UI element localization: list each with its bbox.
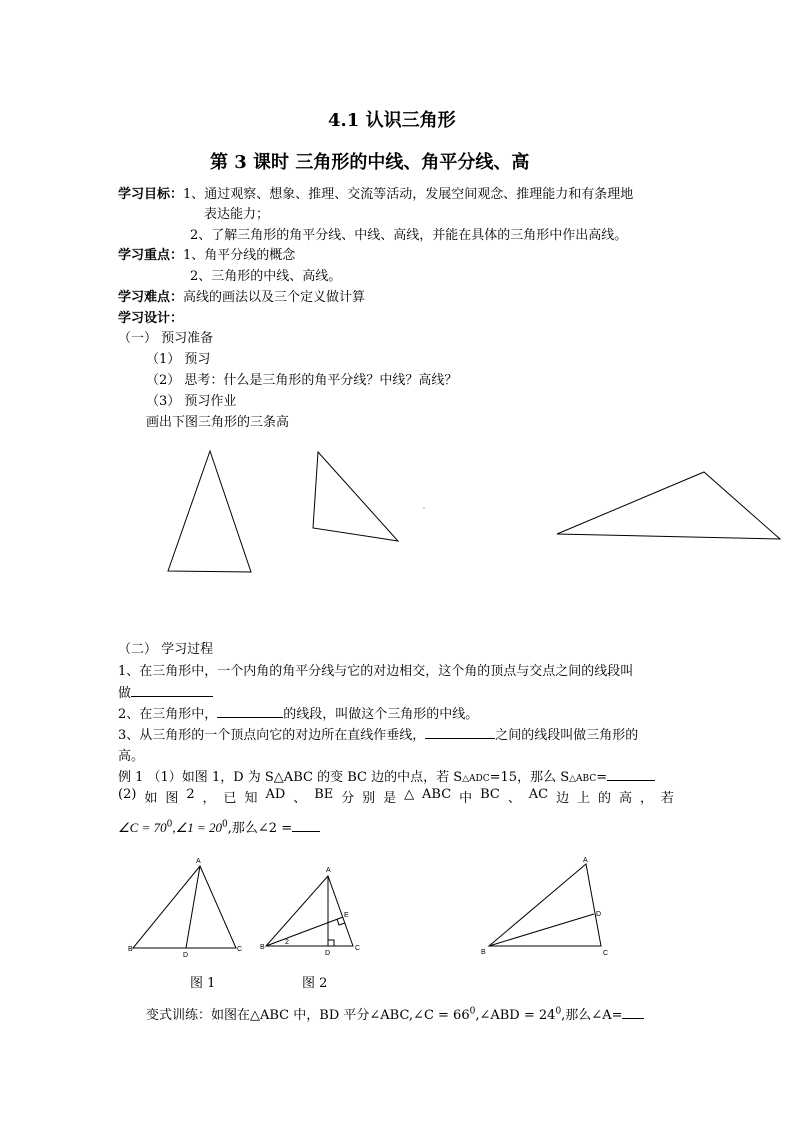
question1-line2: 做 (118, 682, 213, 701)
fig1-label-b: B (128, 946, 133, 953)
section1-heading: （一） 预习准备 (118, 331, 214, 346)
fig1-label-c: C (237, 946, 243, 953)
fig3-label-c: C (603, 950, 609, 957)
question3-line1: 3、从三角形的一个顶点向它的对边所在直线作垂线， 之间的线段叫做三角形的 (118, 728, 639, 743)
fig1-label-a: A (196, 858, 201, 865)
difficulty-text: 高线的画法以及三个定义做计算 (183, 290, 366, 305)
key-points-label: 学习重点： (118, 248, 184, 263)
question1-line1: 1、在三角形中，一个内角的角平分线与它的对边相交，这个角的顶点与交点之间的线段叫 (118, 664, 634, 679)
blank-variant[interactable] (622, 1006, 644, 1019)
objectives-label: 学习目标： (118, 187, 184, 202)
figure-1-labels (128, 858, 242, 959)
example1-part2-line1: (2) 如 图 2 ， 已 知 AD 、 BE 分 别 是 △ ABC 中 BC 、 AC 边 上 的 高 ， 若 (118, 787, 674, 806)
fig2-label-c: C (355, 945, 361, 952)
objectives-item1b: 表达能力； (204, 207, 270, 222)
figure-2-caption: 图 2 (302, 976, 328, 991)
fig1-label-d: D (183, 952, 189, 959)
lesson-subtitle: 第 3 课时 三角形的中线、角平分线、高 (210, 152, 530, 173)
fig2-label-2: 2 (285, 939, 289, 946)
section1-item2: （2） 思考：什么是三角形的角平分线？中线？高线？ (146, 373, 458, 388)
objectives-item2: 2、了解三角形的角平分线、中线、高线，并能在具体的三角形中作出高线。 (190, 228, 628, 243)
objectives-item1a: 1、通过观察、想象、推理、交流等活动，发展空间观念、推理能力和有条理地 (183, 187, 634, 202)
fig3-label-a: A (583, 857, 588, 864)
fig2-label-e: E (344, 912, 349, 919)
section2-heading: （二） 学习过程 (118, 642, 214, 657)
difficulty-label: 学习难点： (118, 290, 184, 305)
fig3-label-b: B (481, 949, 486, 956)
design-label: 学习设计： (118, 311, 184, 326)
figure-1-caption: 图 1 (190, 976, 216, 991)
variant-exercise: 变式训练：如图在△ABC 中，BD 平分∠ABC,∠C = $66^0,\angle ABD = 24^0$,那么∠A= (146, 1004, 644, 1023)
draw-prompt: 画出下图三角形的三条高 (146, 415, 290, 430)
figure-2 (266, 876, 353, 946)
figure-1 (133, 866, 236, 948)
example1-part2-line2: ∠C = $70^0,\angle 1 = 20^0$,那么∠2 = (118, 817, 320, 836)
figure-3 (489, 864, 601, 946)
fig2-label-d: D (325, 950, 331, 957)
example1-part1: 例 1 （1）如图 1，D 为 S△ABC 的变 BC 边的中点，若 S△ADC=15，那么 S△ABC= (118, 766, 655, 785)
key-points-item2: 2、三角形的中线、高线。 (190, 269, 342, 284)
fig2-label-b: B (260, 944, 265, 951)
figure-3-labels (481, 857, 608, 957)
figure-2-labels (260, 867, 360, 957)
question2-line: 2、在三角形中， 的线段，叫做这个三角形的中线。 (118, 707, 479, 722)
fig3-label-d: D (596, 911, 602, 918)
key-points-item1: 1、角平分线的概念 (183, 248, 296, 263)
question3-line2: 高。 (118, 749, 145, 764)
fig2-label-a: A (326, 867, 331, 874)
section1-item1: （1） 预习 (146, 352, 211, 367)
section1-item3: （3） 预习作业 (146, 394, 237, 409)
page-title: 4.1 认识三角形 (328, 110, 456, 131)
